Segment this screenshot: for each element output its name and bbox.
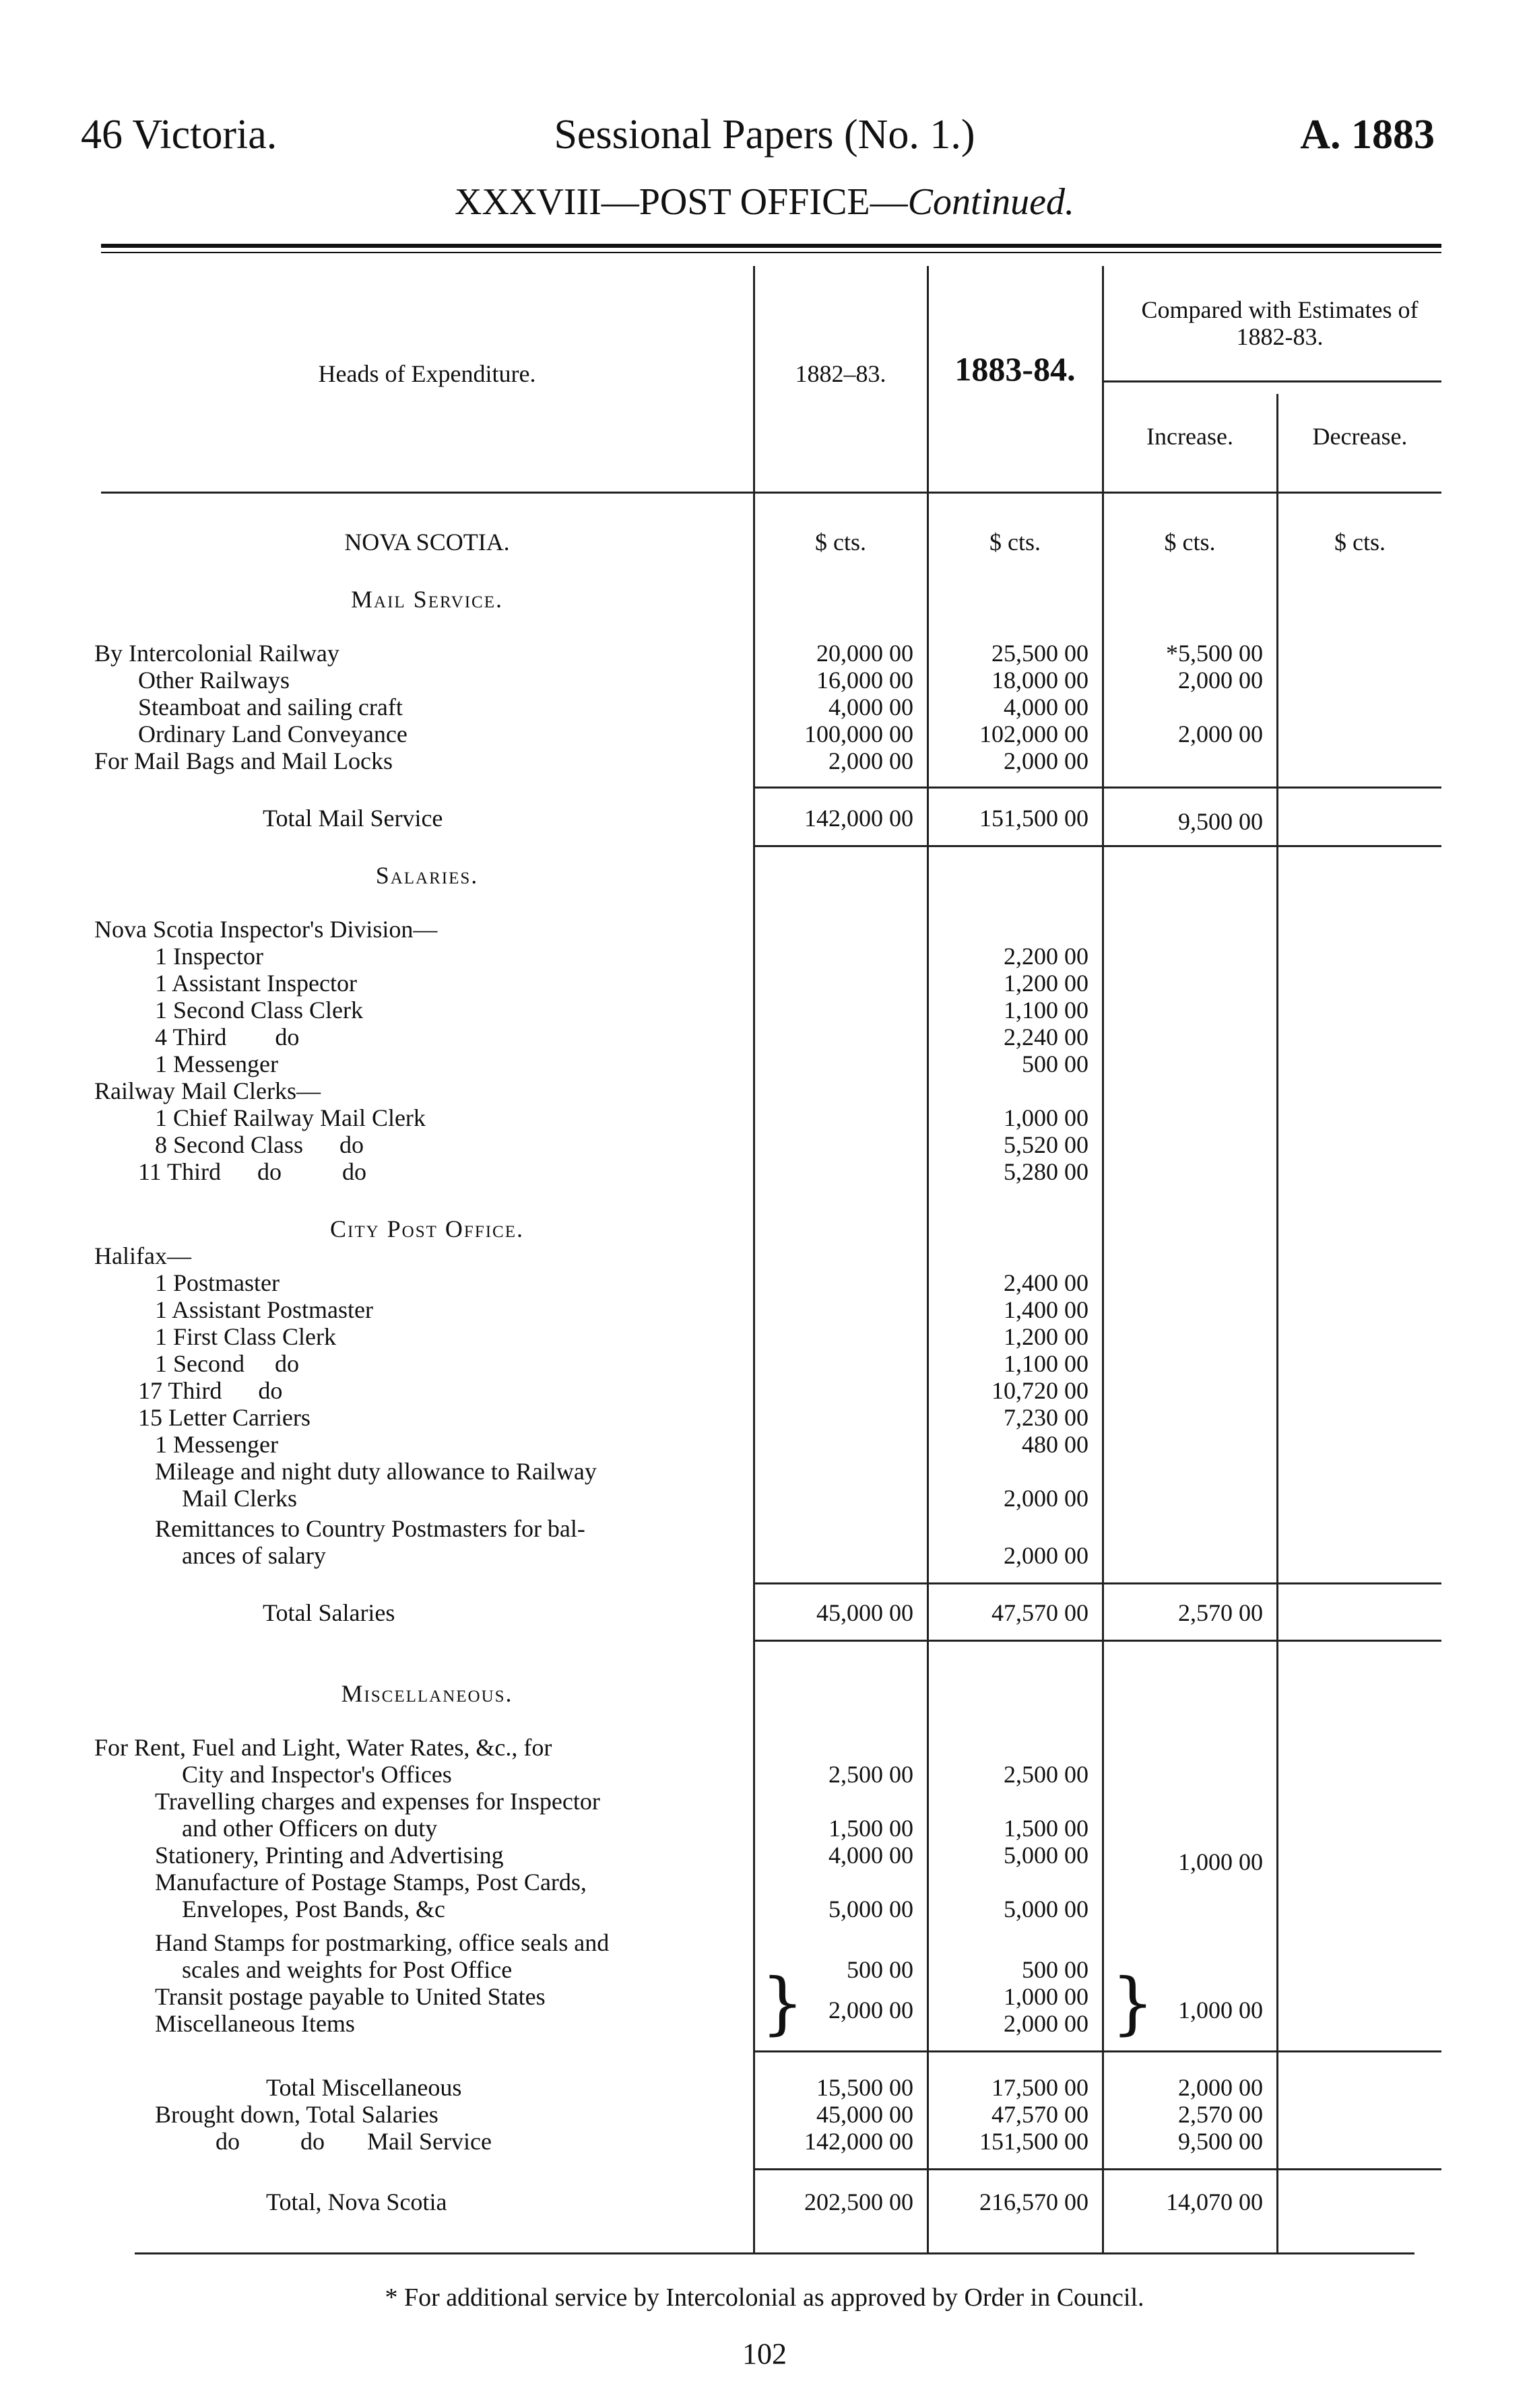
header-bottom-rule (101, 492, 1441, 494)
transit-misc-1882: 2,000 00 (828, 1997, 913, 2024)
mail-total-rule-top (754, 787, 1441, 789)
col-head-compared: Compared with Estimates of 1882-83. (1141, 296, 1419, 350)
misc-heading: Miscellaneous. (341, 1680, 513, 1707)
col-head-1883: 1883-84. (954, 350, 1076, 388)
transit-misc-increase: 1,000 00 (1178, 1997, 1263, 2024)
header-year: A. 1883 (1300, 112, 1435, 158)
misc-total-rule-top (754, 2050, 1441, 2052)
col-head-heads: Heads of Expenditure. (318, 360, 536, 387)
salaries-heading: Salaries. (375, 862, 479, 889)
grand-total-rule-top (754, 2168, 1441, 2170)
salaries-total-rule-bottom (754, 1640, 1441, 1642)
inspector-division-heading: Nova Scotia Inspector's Division— (94, 916, 438, 943)
col-head-decrease: Decrease. (1312, 423, 1408, 450)
province-heading: NOVA SCOTIA. (344, 529, 510, 556)
col-divider-2 (927, 266, 929, 2252)
title-rule-thick (101, 244, 1441, 248)
city-post-office-heading: City Post Office. (330, 1215, 524, 1242)
col-divider-1 (753, 266, 755, 2252)
header-session: 46 Victoria. (81, 112, 278, 158)
table-bottom-rule (135, 2252, 1414, 2254)
unit-increase: $ cts. (1164, 529, 1216, 556)
section-title: XXXVIII—POST OFFICE—Continued. (455, 181, 1074, 223)
col-head-1882: 1882–83. (795, 360, 886, 387)
halifax-heading: Halifax— (94, 1242, 191, 1269)
salaries-total-rule-top (754, 1582, 1441, 1584)
brace-1882: } (761, 1964, 804, 2042)
mail-service-heading: Mail Service. (351, 586, 503, 613)
footnote: * For additional service by Intercolonial as approved by Order in Council. (385, 2283, 1144, 2312)
page-number: 102 (742, 2337, 787, 2370)
title-rule-thin (101, 252, 1441, 253)
header-title: Sessional Papers (No. 1.) (554, 112, 975, 158)
unit-1882: $ cts. (815, 529, 866, 556)
railway-mail-clerks-heading: Railway Mail Clerks— (94, 1077, 321, 1104)
mail-total-rule-bottom (754, 845, 1441, 847)
unit-1883: $ cts. (989, 529, 1041, 556)
col-divider-3 (1102, 266, 1104, 2252)
col-head-increase: Increase. (1146, 423, 1233, 450)
unit-decrease: $ cts. (1334, 529, 1386, 556)
brace-increase: } (1111, 1964, 1154, 2042)
col-divider-4 (1276, 394, 1278, 2252)
compared-rule (1103, 380, 1441, 382)
